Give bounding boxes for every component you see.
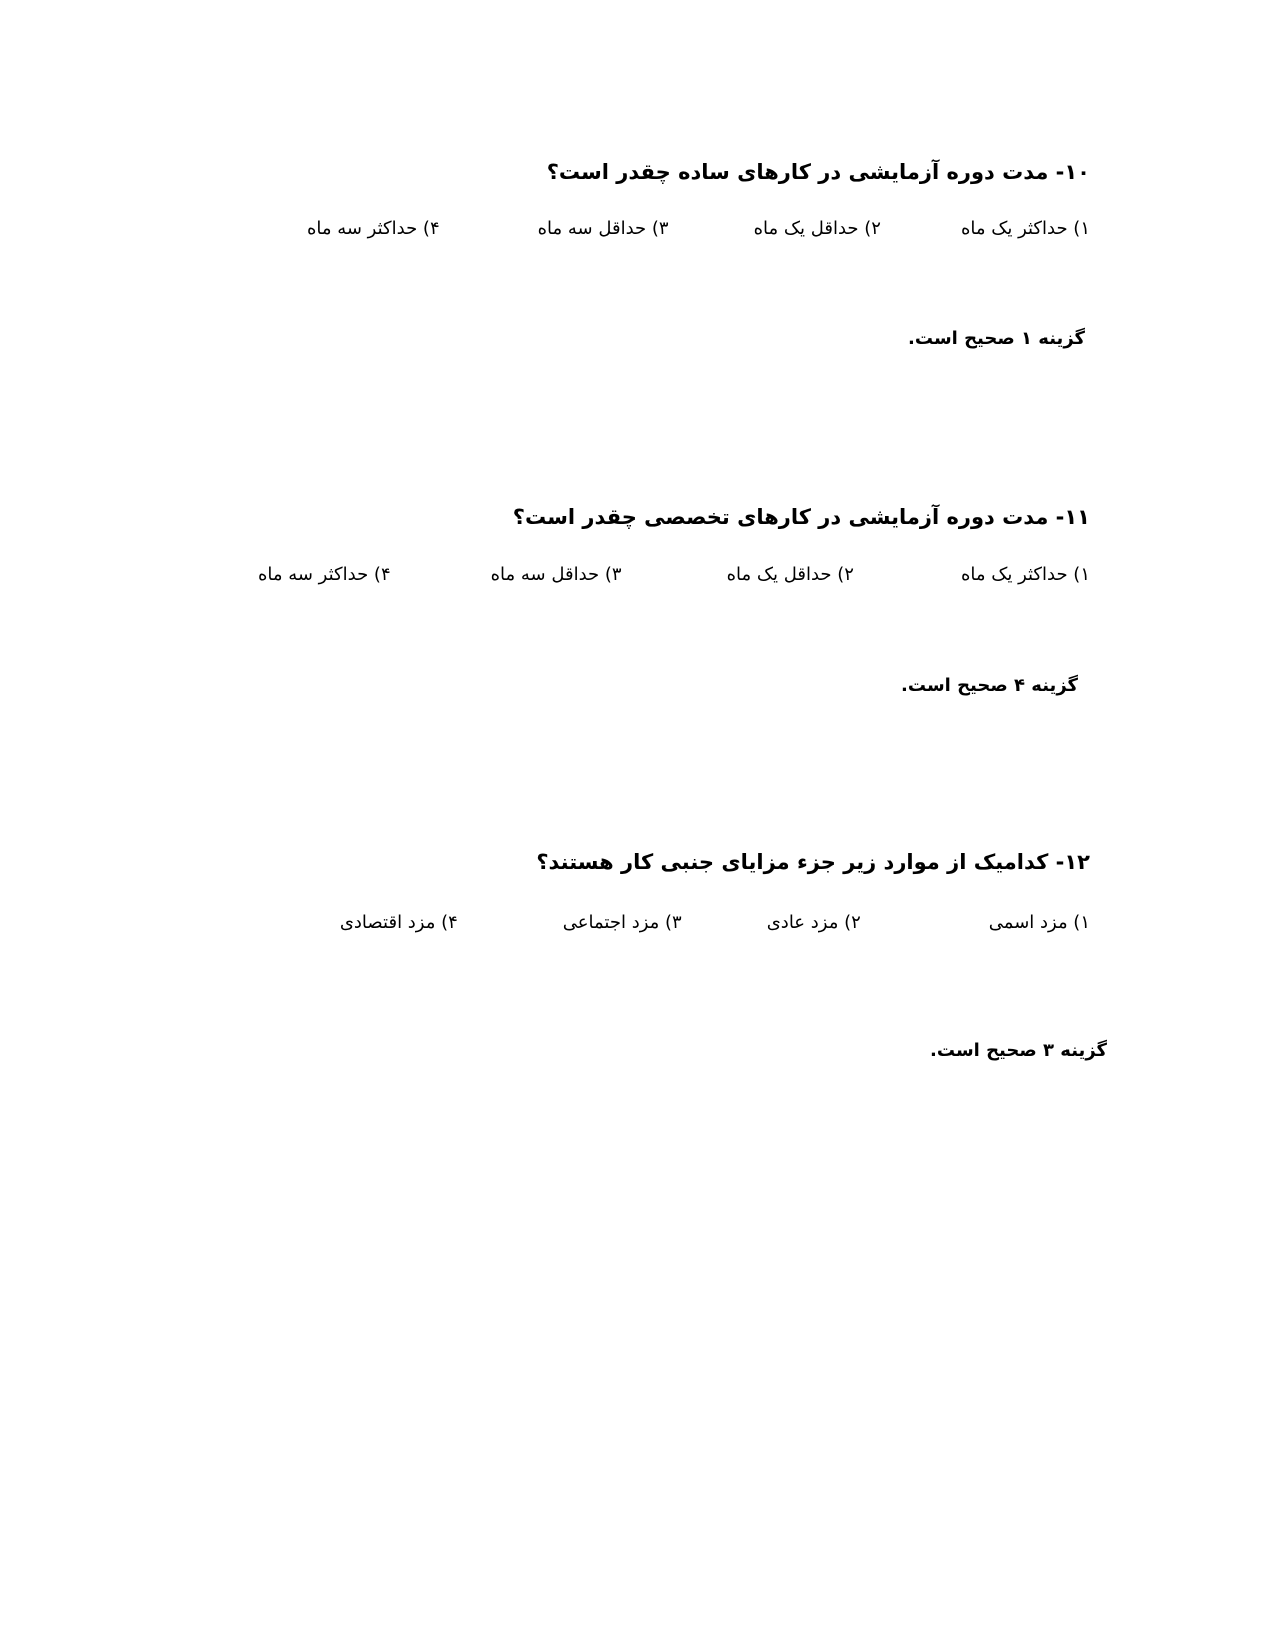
option-2: ۲) حداقل یک ماه bbox=[753, 218, 881, 239]
option-1: ۱) حداکثر یک ماه bbox=[960, 564, 1090, 585]
option-3: ۳) حداقل سه ماه bbox=[490, 564, 622, 585]
question-11-options bbox=[258, 564, 1090, 585]
question-10-options bbox=[307, 218, 1090, 239]
question-12-answer: گزینه ۳ صحیح است. bbox=[930, 1040, 1107, 1061]
option-3: ۳) حداقل سه ماه bbox=[537, 218, 669, 239]
question-10-title: ۱۰- مدت دوره آزمایشی در کارهای ساده چقدر است؟ bbox=[546, 160, 1090, 184]
option-1: ۱) حداکثر یک ماه bbox=[960, 218, 1090, 239]
option-3: ۳) مزد اجتماعی bbox=[562, 912, 682, 933]
option-4: ۴) حداکثر سه ماه bbox=[306, 218, 440, 239]
question-12-title: ۱۲- کدامیک از موارد زیر جزء مزایای جنبی کار هستند؟ bbox=[536, 850, 1090, 874]
option-2: ۲) حداقل یک ماه bbox=[726, 564, 854, 585]
option-1: ۱) مزد اسمی bbox=[988, 912, 1090, 933]
question-12-options bbox=[340, 912, 1090, 933]
question-11-title: ۱۱- مدت دوره آزمایشی در کارهای تخصصی چقدر است؟ bbox=[512, 505, 1090, 529]
question-10-answer: گزینه ۱ صحیح است. bbox=[908, 328, 1085, 349]
option-4: ۴) مزد اقتصادی bbox=[339, 912, 458, 933]
option-2: ۲) مزد عادی bbox=[766, 912, 861, 933]
option-4: ۴) حداکثر سه ماه bbox=[257, 564, 391, 585]
question-11-answer: گزینه ۴ صحیح است. bbox=[901, 675, 1078, 696]
